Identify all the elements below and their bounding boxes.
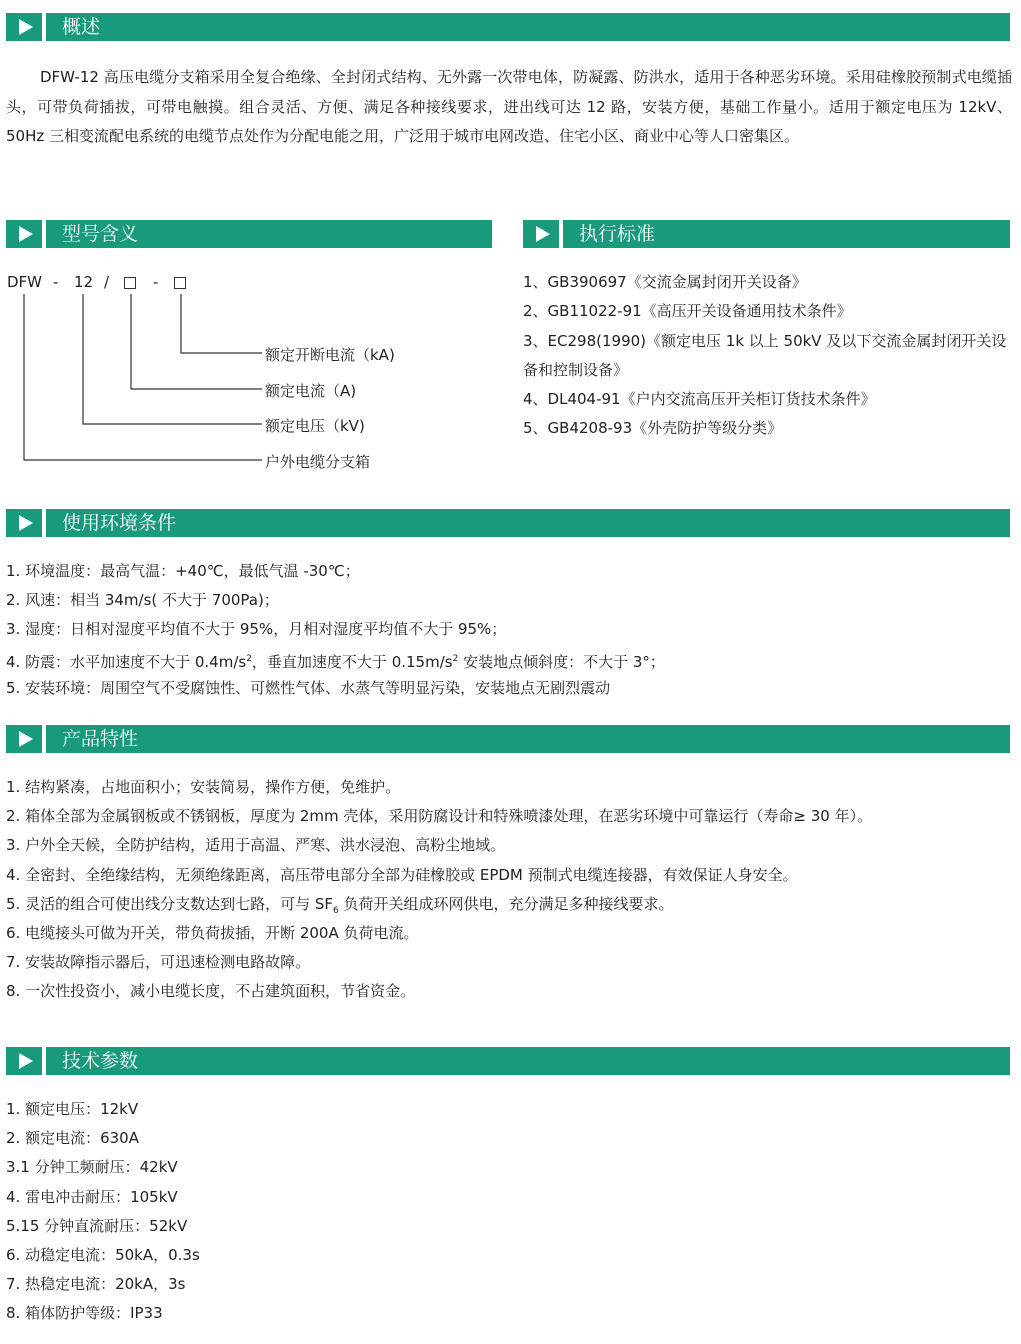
section-header-overview: [6, 13, 1010, 41]
list-item: 4. 全密封、全绝缘结构，无须绝缘距离，高压带电部分全部为硅橡胶或 EPDM 预制式电缆连接器，有效保证人身安全。: [6, 865, 798, 884]
model-label-product-type: 户外电缆分支箱: [265, 453, 371, 471]
list-item: 7. 热稳定电流：20kA，3s: [6, 1275, 186, 1294]
list-item: 2. 风速：相当 34m/s( 不大于 700Pa)；: [6, 591, 279, 610]
model-label-breaking-current: 额定开断电流（kA): [265, 346, 395, 364]
section-title: 执行标准: [579, 223, 656, 245]
list-item: 5.15 分钟直流耐压：52kV: [6, 1216, 188, 1235]
play-triangle-icon: [6, 220, 46, 248]
list-item: 3、EC298(1990)《额定电压 1k 以上 50kV 及以下交流金属封闭开关设备和控制设备》: [523, 331, 1007, 379]
standards-list: [523, 268, 1011, 444]
list-item: 2. 额定电流：630A: [6, 1129, 139, 1148]
model-code-voltage: 12: [74, 273, 94, 291]
section-title: 使用环境条件: [62, 512, 177, 534]
list-item: 2. 箱体全部为金属钢板或不锈钢板，厚度为 2mm 壳体，采用防腐设计和特殊喷漆处理，在恶劣环境中可靠运行（寿命≥ 30 年）。: [6, 807, 873, 826]
model-code-prefix: DFW: [7, 273, 43, 291]
list-item: 4. 防震：水平加速度不大于 $0.4m/s^2$，垂直加速度不大于 $0.15m/s^2$ 安装地点倾斜度：不大于 3°；: [6, 652, 665, 671]
model-diagram-lines: [0, 290, 270, 470]
model-code-dash: -: [153, 273, 159, 291]
list-item: 1. 额定电压：12kV: [6, 1100, 139, 1118]
section-title: 型号含义: [62, 223, 139, 245]
model-code-slash: /: [104, 273, 110, 291]
list-item: 5、GB4208-93《外壳防护等级分类》: [523, 419, 783, 438]
section-title: 产品特性: [62, 728, 139, 750]
list-item: 8. 箱体防护等级：IP33: [6, 1304, 163, 1323]
section-header-environment: [6, 509, 1010, 537]
section-header-standards: [523, 220, 1010, 248]
environment-list: [6, 557, 665, 703]
list-item: 1、GB390697《交流金属封闭开关设备》: [523, 273, 807, 291]
list-item: 8. 一次性投资小，减小电缆长度，不占建筑面积，节省资金。: [6, 982, 416, 1001]
list-item: 3.1 分钟工频耐压：42kV: [6, 1158, 178, 1177]
model-label-rated-voltage: 额定电压（kV): [265, 417, 365, 435]
model-code-dash: -: [53, 273, 59, 291]
features-list: [6, 773, 872, 1007]
list-item: 7. 安装故障指示器后，可迅速检测电路故障。: [6, 953, 311, 972]
overview-paragraph: DFW-12 高压电缆分支箱采用全复合绝缘、全封闭式结构、无外露一次带电体，防凝露、防洪水，适用于各种恶劣环境。采用硅橡胶预制式电缆插头，可带负荷插拔，可带电触摸。组合灵活、方便、满足各种接线要求，进出线可达 12 路，安装方便，基础工作量小。适用于额定电压为 12kV、50Hz 三相变流配电系统的电缆节点处作为分配电能之用，广泛用于城市电网改造、住宅小区、商业中心等人口密集区。: [6, 68, 1012, 145]
list-item: 3. 户外全天候，全防护结构，适用于高温、严寒、洪水浸泡、高粉尘地域。: [6, 836, 506, 855]
section-title: 技术参数: [62, 1050, 139, 1072]
play-triangle-icon: [6, 1047, 46, 1075]
section-header-tech: [6, 1047, 1010, 1075]
list-item: 1. 结构紧凑，占地面积小；安装简易，操作方便，免维护。: [6, 778, 401, 796]
list-item: 4、DL404-91《户内交流高压开关柜订货技术条件》: [523, 390, 876, 409]
list-item: 6. 动稳定电流：50kA，0.3s: [6, 1245, 200, 1264]
list-item: 5. 安装环境：周围空气不受腐蚀性、可燃性气体、水蒸气等明显污染，安装地点无剧烈震动: [6, 678, 611, 697]
tech-params-list: [6, 1095, 200, 1329]
play-triangle-icon: [523, 220, 563, 248]
model-label-rated-current: 额定电流（A): [265, 382, 357, 400]
list-item: 3. 湿度：日相对湿度平均值不大于 95%，月相对湿度平均值不大于 95%；: [6, 620, 507, 639]
play-triangle-icon: [6, 725, 46, 753]
section-header-features: [6, 725, 1010, 753]
section-header-model: [6, 220, 492, 248]
list-item: 5. 灵活的组合可使出线分支数达到七路，可与 $SF_6$ 负荷开关组成环网供电，充分满足多种接线要求。: [6, 894, 674, 916]
list-item: 2、GB11022-91《高压开关设备通用技术条件》: [523, 302, 852, 321]
play-triangle-icon: [6, 509, 46, 537]
list-item: 1. 环境温度：最高气温：+40℃，最低气温 -30℃；: [6, 562, 360, 580]
section-title: 概述: [62, 16, 101, 38]
list-item: 6. 电缆接头可做为开关，带负荷拔插，开断 200A 负荷电流。: [6, 923, 419, 942]
list-item: 4. 雷电冲击耐压：105kV: [6, 1187, 178, 1206]
play-triangle-icon: [6, 13, 46, 41]
